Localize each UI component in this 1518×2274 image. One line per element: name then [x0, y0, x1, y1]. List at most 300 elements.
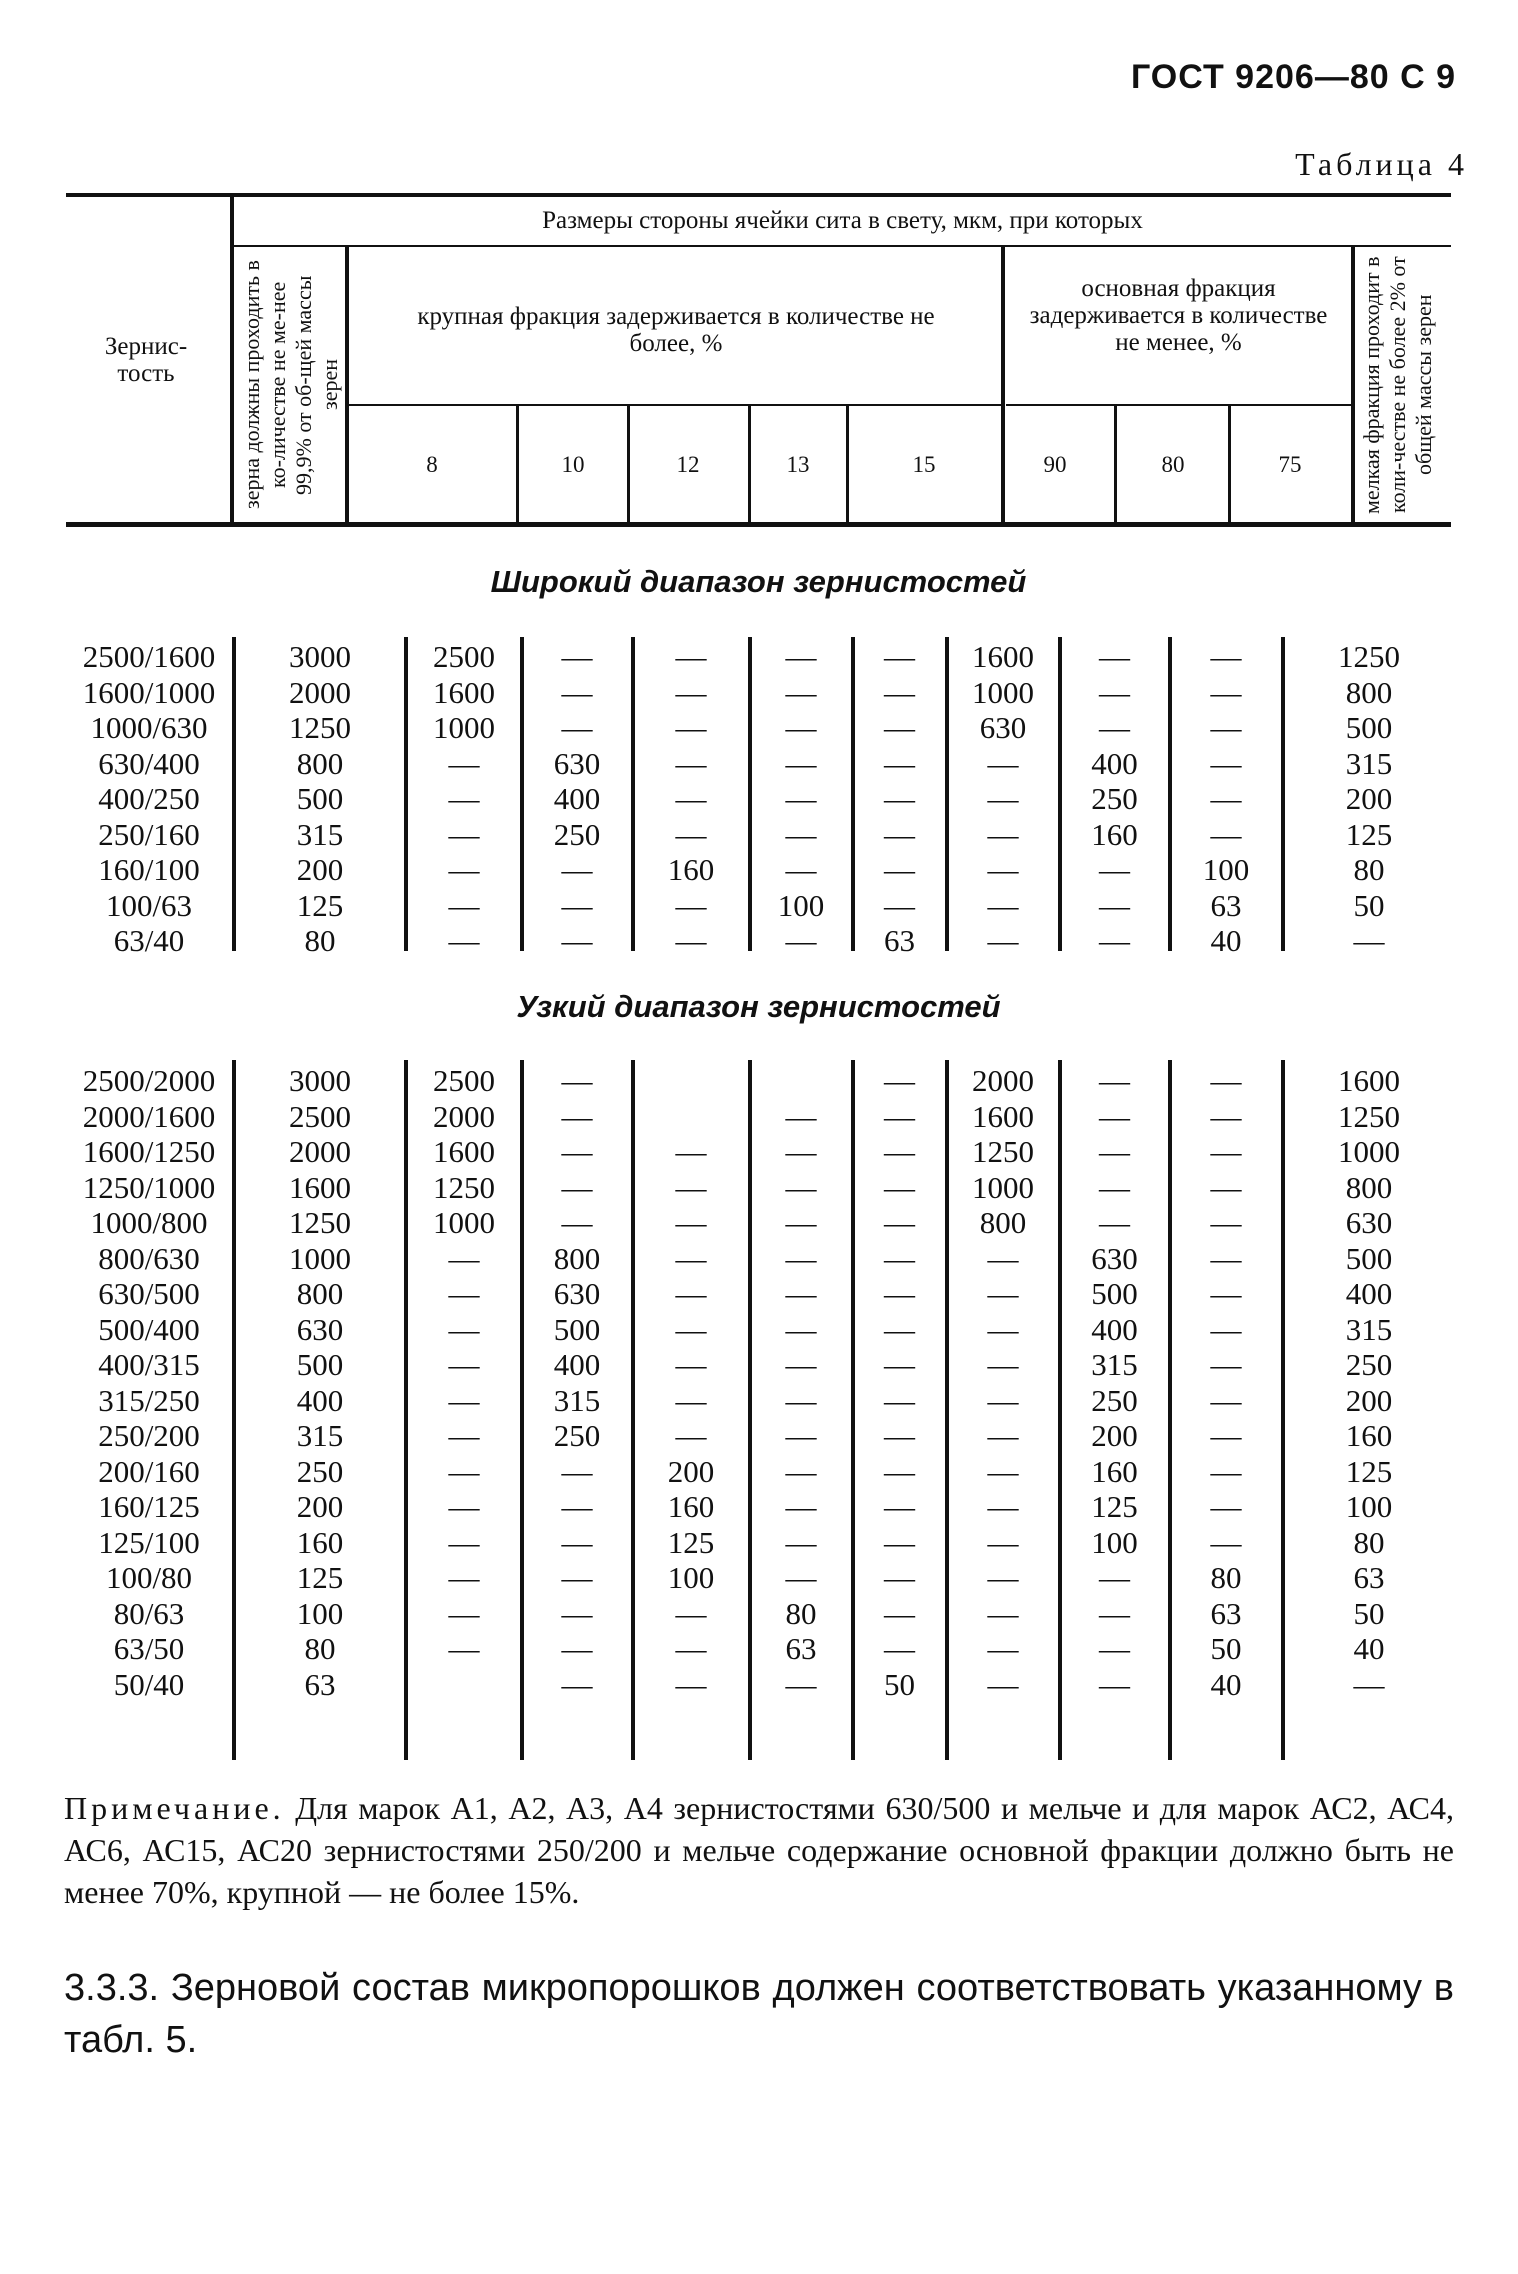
cell-fine: 800 — [1345, 674, 1393, 710]
cell-m75: 40 — [1210, 1666, 1242, 1702]
cell-c15: — — [884, 1063, 915, 1098]
cell-m90: 1600 — [972, 1098, 1034, 1134]
cell-c12 — [637, 1099, 745, 1135]
cell-grain: 200/160 — [98, 1453, 200, 1489]
cell-m75: 40 — [1210, 923, 1242, 958]
cell-c12: 160 — [667, 852, 715, 887]
header-bottom-rule — [66, 522, 1451, 527]
cell-c13: — — [785, 1347, 817, 1382]
cell-m90: 1250 — [972, 1134, 1034, 1169]
cell-c15: — — [884, 1524, 915, 1560]
cell-fine: 400 — [1345, 1276, 1393, 1311]
cell-m80: — — [1099, 639, 1130, 674]
cell-m90: — — [987, 1560, 1019, 1595]
table-row — [66, 1596, 1451, 1632]
pass-999-header: зерна должны проходить в ко-личестве не ме-нее 99,9% от об-щей массы зерен — [239, 260, 342, 510]
cell-m80: 125 — [1091, 1489, 1138, 1524]
cell-c10: — — [561, 1063, 593, 1098]
cell-m75: — — [1210, 816, 1242, 852]
cell-c10: — — [561, 1524, 593, 1560]
cell-grain: 80/63 — [113, 1595, 185, 1631]
cell-c10: — — [561, 1134, 593, 1169]
cell-pass: 400 — [296, 1382, 344, 1418]
cell-c8: — — [448, 1631, 480, 1666]
cell-c10: 800 — [553, 1240, 601, 1276]
cell-m80: 200 — [1091, 1418, 1138, 1453]
cell-c12: — — [675, 1347, 707, 1382]
cell-grain: 63/40 — [113, 923, 185, 958]
table-row — [66, 852, 1451, 888]
cell-c13: — — [785, 710, 817, 745]
grain-size-header: Зернис-тость — [104, 333, 188, 387]
table-row — [66, 923, 1451, 959]
cell-c12: — — [675, 923, 707, 958]
cell-c15: — — [884, 639, 915, 674]
cell-m90: — — [987, 816, 1019, 852]
cell-pass: 3000 — [289, 1063, 351, 1098]
main-value-80: 80 — [1161, 452, 1185, 477]
cell-c13: — — [785, 1098, 817, 1134]
cell-c10: 500 — [553, 1311, 601, 1347]
cell-fine: 100 — [1345, 1489, 1393, 1524]
cell-c13: — — [785, 1169, 817, 1205]
table-top-rule — [66, 193, 1451, 197]
cell-fine: 250 — [1345, 1347, 1393, 1382]
header-vline-c2 — [627, 406, 630, 523]
cell-fine: 315 — [1345, 745, 1393, 781]
cell-pass: 800 — [296, 745, 344, 781]
cell-c10: — — [561, 1169, 593, 1205]
cell-c10: — — [561, 639, 593, 674]
cell-c8: — — [448, 1524, 480, 1560]
cell-m75: 63 — [1210, 1595, 1242, 1631]
cell-c13: — — [785, 1489, 817, 1524]
main-subrule — [1006, 404, 1351, 406]
cell-c13: — — [785, 816, 817, 852]
cell-pass: 80 — [304, 923, 336, 958]
cell-c15: — — [884, 816, 915, 852]
cell-m80: — — [1099, 1063, 1130, 1098]
header-vline-c1 — [516, 406, 519, 523]
cell-c15: 63 — [884, 923, 915, 958]
grain-size-table — [66, 193, 1451, 1761]
header-vline-c4 — [846, 406, 849, 523]
cell-c15: — — [884, 1205, 915, 1240]
cell-m90: — — [987, 1453, 1019, 1489]
cell-grain: 1000/800 — [90, 1205, 208, 1240]
table-row — [66, 1347, 1451, 1383]
cell-c8: — — [448, 1560, 480, 1595]
cell-m90: 2000 — [972, 1063, 1034, 1098]
cell-m80: — — [1099, 1205, 1130, 1240]
table-row — [66, 1099, 1451, 1135]
cell-c12: — — [675, 1134, 707, 1169]
page-header: ГОСТ 9206—80 С 9 — [1130, 58, 1456, 96]
cell-m75: — — [1210, 1098, 1242, 1134]
cell-grain: 100/63 — [105, 887, 193, 923]
table-row — [66, 1205, 1451, 1241]
cell-c12: 160 — [667, 1489, 715, 1524]
cell-m75: 63 — [1210, 887, 1242, 923]
cell-c13: — — [785, 1240, 817, 1276]
cell-c15: — — [884, 1418, 915, 1453]
coarse-subrule — [349, 404, 1001, 406]
cell-m80: — — [1099, 887, 1130, 923]
cell-m75: 80 — [1210, 1560, 1242, 1595]
cell-m80: — — [1099, 1595, 1130, 1631]
cell-m75: — — [1210, 1240, 1242, 1276]
table-row — [66, 1276, 1451, 1312]
cell-fine: 125 — [1345, 816, 1393, 852]
cell-c8: 2500 — [433, 639, 495, 674]
cell-c12: — — [675, 1631, 707, 1666]
cell-c12: — — [675, 1205, 707, 1240]
note-text: Для марок А1, А2, А3, А4 зернистостями 630/500 и мельче и для марок АС2, АС4, АС6, АС15, АС20 зернистостями 250/200 и мельче содержание основной фракции должно быть не менее 70%, крупной — не более 15%. — [64, 1790, 1455, 1910]
cell-grain: 100/80 — [105, 1560, 193, 1595]
cell-m90: — — [987, 1347, 1019, 1382]
cell-m80: 400 — [1091, 745, 1138, 781]
cell-c12: — — [675, 816, 707, 852]
cell-c13: — — [785, 1205, 817, 1240]
cell-pass: 315 — [296, 1418, 344, 1453]
cell-pass: 250 — [296, 1453, 344, 1489]
cell-c15: — — [884, 1276, 915, 1311]
cell-grain: 63/50 — [113, 1631, 185, 1666]
cell-c8: — — [448, 1489, 480, 1524]
cell-c12: — — [675, 1418, 707, 1453]
cell-grain: 800/630 — [98, 1240, 200, 1276]
cell-c13: — — [785, 639, 817, 674]
cell-fine: 1250 — [1338, 639, 1400, 674]
cell-c12: — — [675, 781, 707, 816]
cell-m90: — — [987, 1311, 1019, 1347]
cell-m80: 100 — [1091, 1524, 1138, 1560]
cell-fine: 1000 — [1338, 1134, 1400, 1169]
cell-pass: 1250 — [289, 710, 351, 745]
coarse-value-10: 10 — [561, 452, 585, 477]
cell-pass: 3000 — [289, 639, 351, 674]
cell-c12: — — [675, 1276, 707, 1311]
cell-fine: 40 — [1353, 1631, 1385, 1666]
table-row — [66, 1312, 1451, 1348]
cell-c8: — — [448, 1347, 480, 1382]
cell-c13: — — [785, 1666, 817, 1702]
cell-fine: 50 — [1353, 1595, 1385, 1631]
coarse-fraction-header: крупная фракция задерживается в количестве не более, % — [417, 303, 935, 357]
cell-c8: 1000 — [433, 710, 495, 745]
cell-c8: — — [448, 1311, 480, 1347]
cell-c15: — — [884, 887, 915, 923]
cell-m90: — — [987, 1631, 1019, 1666]
cell-m80: — — [1099, 852, 1130, 887]
cell-c8: — — [448, 887, 480, 923]
cell-pass: 800 — [296, 1276, 344, 1311]
table-row — [66, 710, 1451, 746]
cell-c8: 1000 — [433, 1205, 495, 1240]
cell-m75: — — [1210, 1489, 1242, 1524]
cell-c12: — — [675, 745, 707, 781]
cell-c15: — — [884, 674, 915, 710]
table-note — [64, 1787, 1454, 1913]
cell-pass: 500 — [296, 1347, 344, 1382]
cell-grain: 400/250 — [98, 781, 200, 816]
table-row — [66, 1063, 1451, 1099]
cell-c10: — — [561, 1098, 593, 1134]
table-row — [66, 1525, 1451, 1561]
cell-c15: — — [884, 1347, 915, 1382]
cell-grain: 125/100 — [98, 1524, 200, 1560]
cell-c15: — — [884, 1595, 915, 1631]
cell-c15: — — [884, 781, 915, 816]
cell-c8: 1600 — [433, 674, 495, 710]
cell-m75: — — [1210, 1347, 1242, 1382]
cell-c10: — — [561, 1453, 593, 1489]
cell-c15: 50 — [884, 1666, 915, 1702]
cell-m90: — — [987, 1489, 1019, 1524]
cell-c12: — — [675, 1666, 707, 1702]
cell-c12: 125 — [667, 1524, 715, 1560]
cell-pass: 1600 — [289, 1169, 351, 1205]
coarse-value-8: 8 — [426, 452, 438, 477]
coarse-value-12: 12 — [676, 452, 700, 477]
cell-c8: — — [448, 1382, 480, 1418]
cell-m75: — — [1210, 710, 1242, 745]
cell-grain: 1600/1250 — [82, 1134, 216, 1169]
cell-c12: — — [675, 1169, 707, 1205]
cell-c15: — — [884, 1560, 915, 1595]
cell-c12: — — [675, 1240, 707, 1276]
cell-c12: — — [675, 1382, 707, 1418]
cell-grain: 1250/1000 — [82, 1169, 216, 1205]
cell-pass: 630 — [296, 1311, 344, 1347]
cell-c12: — — [675, 639, 707, 674]
cell-m90: — — [987, 887, 1019, 923]
cell-c13: — — [785, 1311, 817, 1347]
cell-m75: — — [1210, 674, 1242, 710]
cell-c10: — — [561, 1666, 593, 1702]
cell-fine: 200 — [1345, 781, 1393, 816]
table-row — [66, 1418, 1451, 1454]
cell-m90: — — [987, 1240, 1019, 1276]
cell-c10: 400 — [553, 1347, 601, 1382]
cell-m75: — — [1210, 1382, 1242, 1418]
cell-c15: — — [884, 710, 915, 745]
cell-m80: 250 — [1091, 1382, 1138, 1418]
table-row — [66, 639, 1451, 675]
cell-m80: — — [1099, 1631, 1130, 1666]
cell-m75: — — [1210, 745, 1242, 781]
header-vline-grain — [230, 197, 234, 523]
table-row — [66, 675, 1451, 711]
cell-grain: 160/125 — [98, 1489, 200, 1524]
cell-c15: — — [884, 852, 915, 887]
cell-m80: — — [1099, 1666, 1130, 1702]
coarse-value-15: 15 — [912, 452, 936, 477]
cell-c13: — — [785, 745, 817, 781]
cell-m90: — — [987, 1666, 1019, 1702]
cell-c8: — — [448, 781, 480, 816]
cell-c10: — — [561, 1560, 593, 1595]
table-row — [66, 1560, 1451, 1596]
cell-c10: 250 — [553, 1418, 601, 1453]
cell-grain: 2500/2000 — [82, 1063, 216, 1098]
table-row — [66, 1489, 1451, 1525]
cell-m80: 160 — [1091, 816, 1138, 852]
cell-c8: 2000 — [433, 1098, 495, 1134]
cell-c12: 100 — [667, 1560, 715, 1595]
cell-m90: 1600 — [972, 639, 1034, 674]
cell-c12: — — [675, 1595, 707, 1631]
cell-fine: 1250 — [1338, 1098, 1400, 1134]
cell-m90: — — [987, 781, 1019, 816]
cell-c15: — — [884, 1098, 915, 1134]
cell-c8: — — [448, 923, 480, 958]
cell-c8: — — [448, 1276, 480, 1311]
cell-fine: 800 — [1345, 1169, 1393, 1205]
cell-c10: — — [561, 852, 593, 887]
cell-c10: — — [561, 887, 593, 923]
cell-pass: 125 — [296, 1560, 344, 1595]
table-row — [66, 1454, 1451, 1490]
cell-pass: 100 — [296, 1595, 344, 1631]
cell-c8 — [411, 1667, 517, 1703]
cell-fine: 80 — [1353, 1524, 1385, 1560]
paragraph-3-3-3: 3.3.3. Зерновой состав микропорошков должен соответствовать указанному в табл. 5. — [64, 1967, 1454, 2061]
cell-m75: — — [1210, 1205, 1242, 1240]
cell-c15: — — [884, 1453, 915, 1489]
table-row — [66, 888, 1451, 924]
cell-pass: 2000 — [289, 1134, 351, 1169]
cell-c15: — — [884, 1489, 915, 1524]
cell-m75: — — [1210, 781, 1242, 816]
cell-m90: — — [987, 1524, 1019, 1560]
cell-pass: 160 — [296, 1524, 344, 1560]
cell-c13: — — [785, 852, 817, 887]
cell-fine: 500 — [1345, 1240, 1393, 1276]
wide-range-title: Широкий диапазон зернистостей — [490, 564, 1027, 599]
cell-m80: — — [1099, 923, 1130, 958]
cell-fine: 80 — [1353, 852, 1385, 887]
cell-c13: — — [785, 1134, 817, 1169]
cell-m90: — — [987, 852, 1019, 887]
cell-m75: — — [1210, 1524, 1242, 1560]
header-vline-coarse-end — [1001, 247, 1005, 523]
cell-pass: 2000 — [289, 674, 351, 710]
cell-m80: — — [1099, 1560, 1130, 1595]
cell-m90: — — [987, 1418, 1019, 1453]
cell-m80: 315 — [1091, 1347, 1138, 1382]
header-vline-m1 — [1114, 406, 1117, 523]
cell-m75: — — [1210, 1453, 1242, 1489]
sieve-group-rule — [234, 245, 1451, 247]
cell-c15: — — [884, 1631, 915, 1666]
cell-m75: — — [1210, 1276, 1242, 1311]
cell-fine: 63 — [1353, 1560, 1385, 1595]
cell-m75: — — [1210, 639, 1242, 674]
cell-m90: 1000 — [972, 1169, 1034, 1205]
cell-c10: — — [561, 1595, 593, 1631]
cell-m80: — — [1099, 1169, 1130, 1205]
cell-m75: 100 — [1202, 852, 1250, 887]
cell-m90: — — [987, 1595, 1019, 1631]
cell-fine: 500 — [1345, 710, 1393, 745]
cell-grain: 315/250 — [98, 1382, 200, 1418]
cell-c15: — — [884, 1134, 915, 1169]
cell-pass: 200 — [296, 1489, 344, 1524]
cell-c8: 1250 — [433, 1169, 495, 1205]
cell-c10: 630 — [553, 745, 601, 781]
cell-grain: 2000/1600 — [82, 1098, 216, 1134]
cell-m80: 630 — [1091, 1240, 1138, 1276]
cell-c8: 1600 — [433, 1134, 495, 1169]
cell-m80: 400 — [1091, 1311, 1138, 1347]
table-row — [66, 817, 1451, 853]
cell-fine: — — [1353, 1666, 1385, 1702]
cell-c10: 315 — [553, 1382, 601, 1418]
cell-c13: 100 — [777, 887, 825, 923]
cell-c13: — — [785, 674, 817, 710]
table-row — [66, 1667, 1451, 1703]
cell-grain: 250/160 — [98, 816, 200, 852]
cell-c12: 200 — [667, 1453, 715, 1489]
cell-m80: 250 — [1091, 781, 1138, 816]
cell-m90: 1000 — [972, 674, 1034, 710]
cell-c8: — — [448, 1418, 480, 1453]
coarse-value-13: 13 — [786, 452, 810, 477]
cell-c10: 250 — [553, 816, 601, 852]
cell-c8: — — [448, 1453, 480, 1489]
cell-grain: 50/40 — [113, 1666, 185, 1702]
cell-c8: 2500 — [433, 1063, 495, 1098]
main-value-90: 90 — [1043, 452, 1067, 477]
cell-pass: 2500 — [289, 1098, 351, 1134]
cell-c8: — — [448, 852, 480, 887]
cell-fine: 630 — [1345, 1205, 1393, 1240]
cell-c12: — — [675, 1311, 707, 1347]
fine-fraction-header: мелкая фракция проходит в коли-честве не более 2% от общей массы зерен — [1359, 256, 1436, 514]
sieve-sizes-header: Размеры стороны ячейки сита в свету, мкм, при которых — [542, 207, 1143, 234]
cell-fine: — — [1353, 923, 1385, 958]
table-caption: Таблица 4 — [1295, 146, 1468, 182]
cell-m90: 630 — [979, 710, 1027, 745]
cell-grain: 2500/1600 — [82, 639, 216, 674]
cell-c10: — — [561, 1205, 593, 1240]
table-row — [66, 781, 1451, 817]
cell-c13: — — [785, 1276, 817, 1311]
cell-c15: — — [884, 1311, 915, 1347]
cell-fine: 160 — [1345, 1418, 1393, 1453]
cell-c10: 400 — [553, 781, 601, 816]
cell-m75: — — [1210, 1063, 1242, 1098]
cell-c8: — — [448, 745, 480, 781]
cell-m90: — — [987, 1276, 1019, 1311]
cell-c10: — — [561, 1489, 593, 1524]
cell-c12: — — [675, 674, 707, 710]
cell-grain: 1600/1000 — [82, 674, 216, 710]
cell-c10: 630 — [553, 1276, 601, 1311]
main-value-75: 75 — [1278, 452, 1302, 477]
cell-grain: 630/500 — [98, 1276, 200, 1311]
cell-pass: 200 — [296, 852, 344, 887]
cell-pass: 80 — [304, 1631, 336, 1666]
cell-m75: — — [1210, 1169, 1242, 1205]
cell-m75: — — [1210, 1134, 1242, 1169]
cell-c8: — — [448, 1240, 480, 1276]
table-row — [66, 1241, 1451, 1277]
cell-c13: — — [785, 1453, 817, 1489]
table-row — [66, 1134, 1451, 1170]
cell-grain: 1000/630 — [90, 710, 208, 745]
